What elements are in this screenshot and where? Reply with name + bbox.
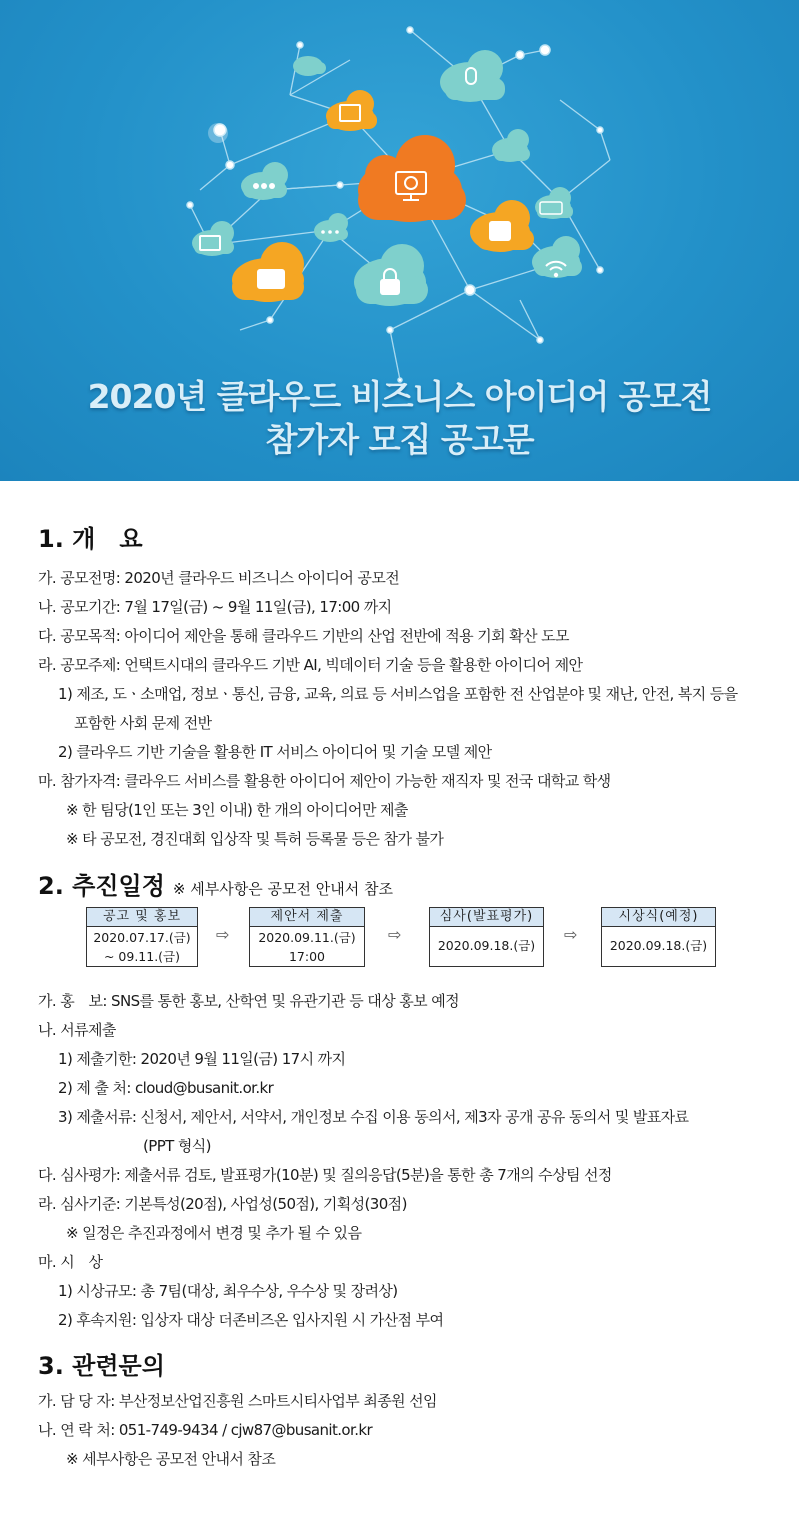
awards: 마. 시 상: [38, 1253, 103, 1271]
schedule-step-review: [429, 907, 544, 967]
overview-topic: 라. 공모주제: 언택트시대의 클라우드 기반 AI, 빅데이터 기술 등을 활용한 아이디어 제안: [38, 656, 583, 674]
announcement-body: [38, 522, 783, 1474]
section1-heading: 1. 개 요: [38, 525, 143, 553]
promotion: 가. 홍 보: SNS를 통한 홍보, 산학연 및 유관기관 등 대상 홍보 예정: [38, 992, 459, 1010]
schedule-step-date-end: ~ 09.11.(금): [103, 949, 181, 964]
contact-note: ※ 세부사항은 공모전 안내서 참조: [66, 1450, 276, 1468]
mouse-cloud-icon: [440, 50, 505, 102]
eligibility-note-1: ※ 한 팀당(1인 또는 3인 이내) 한 개의 아이디어만 제출: [66, 801, 408, 819]
section2-note: ※ 세부사항은 공모전 안내서 참조: [172, 880, 393, 898]
banner-title-line2: 참가자 모집 공고문: [265, 420, 534, 459]
schedule-step-date: 2020.09.18.(금): [609, 938, 708, 953]
topic-item-1: 1) 제조, 도ㆍ소매업, 정보ㆍ통신, 금융, 교육, 의료 등 서비스업을 포함한 전 산업분야 및 재난, 안전, 복지 등을: [58, 685, 738, 703]
schedule-flow: [38, 907, 783, 969]
section3-heading: 3. 관련문의: [38, 1352, 165, 1380]
server-cloud-icon: [326, 90, 377, 131]
document-submission: 나. 서류제출: [38, 1021, 116, 1039]
schedule-step-announce: [86, 907, 198, 967]
evaluation: 다. 심사평가: 제출서류 검토, 발표평가(10분) 및 질의응답(5분)을 통한 총 7개의 수상팀 선정: [38, 1166, 612, 1184]
overview-contest-name: 가. 공모전명: 2020년 클라우드 비즈니스 아이디어 공모전: [38, 569, 400, 587]
network-cloud-icon: [492, 129, 530, 162]
schedule-step-award: [601, 907, 716, 967]
people-cloud-icon: [241, 162, 288, 200]
submission-documents-cont: (PPT 형식): [143, 1137, 211, 1155]
overview-purpose: 다. 공모목적: 아이디어 제안을 통해 클라우드 기반의 산업 전반에 적용 기회 확산 도모: [38, 627, 569, 645]
section2-title: 2. 추진일정: [38, 872, 165, 900]
schedule-step-date: 2020.09.18.(금): [437, 938, 536, 953]
overview-period: 나. 공모기간: 7월 17일(금) ~ 9월 11일(금), 17:00 까지: [38, 598, 392, 616]
schedule-step-date: 2020.07.17.(금): [93, 930, 191, 945]
schedule-step-time: 17:00: [288, 949, 326, 964]
topic-item-1-cont: 포함한 사회 문제 전반: [74, 714, 212, 732]
schedule-step-title: 제안서 제출: [250, 908, 364, 927]
chat-cloud-icon: [314, 213, 348, 242]
header-banner: [0, 0, 799, 481]
submission-documents: 3) 제출서류: 신청서, 제안서, 서약서, 개인정보 수집 이용 동의서, 제3자 공개 공유 동의서 및 발표자료: [58, 1108, 689, 1126]
submission-address: 2) 제 출 처: cloud@busanit.or.kr: [58, 1079, 274, 1097]
overview-eligibility: 마. 참가자격: 클라우드 서비스를 활용한 아이디어 제안이 가능한 재직자 및 전국 대학교 학생: [38, 772, 611, 790]
contact-person: 가. 담 당 자: 부산정보산업진흥원 스마트시티사업부 최종원 선임: [38, 1392, 437, 1410]
submission-deadline: 1) 제출기한: 2020년 9월 11일(금) 17시 까지: [58, 1050, 346, 1068]
schedule-step-date: 2020.09.11.(금): [258, 930, 356, 945]
arrow-right-icon: ⇨: [216, 925, 230, 944]
arrow-right-icon: ⇨: [564, 925, 578, 944]
arrow-right-icon: ⇨: [388, 925, 402, 944]
schedule-step-title: 시상식(예정): [602, 908, 715, 927]
awards-followup: 2) 후속지원: 입상자 대상 더존비즈온 입사지원 시 가산점 부여: [58, 1311, 444, 1329]
contact-info: 나. 연 락 처: 051-749-9434 / cjw87@busanit.or.kr: [38, 1421, 373, 1439]
awards-scale: 1) 시상규모: 총 7팀(대상, 최우수상, 우수상 및 장려상): [58, 1282, 398, 1300]
schedule-step-title: 심사(발표평가): [430, 908, 543, 927]
banner-title-line1: 2020년 클라우드 비즈니스 아이디어 공모전: [87, 377, 712, 416]
topic-item-2: 2) 클라우드 기반 기술을 활용한 IT 서비스 아이디어 및 기술 모델 제안: [58, 743, 492, 761]
section2-heading: [38, 869, 783, 903]
eligibility-note-2: ※ 타 공모전, 경진대회 입상작 및 특허 등록물 등은 참가 불가: [66, 830, 444, 848]
lock-cloud-icon: [354, 244, 428, 306]
wifi-cloud-icon: [532, 236, 582, 278]
schedule-step-title: 공고 및 홍보: [87, 908, 197, 927]
schedule-step-submit: [249, 907, 365, 967]
monitor-globe-cloud-icon: [358, 135, 466, 222]
evaluation-criteria: 라. 심사기준: 기본특성(20점), 사업성(50점), 기획성(30점): [38, 1195, 407, 1213]
schedule-change-note: ※ 일정은 추진과정에서 변경 및 추가 될 수 있음: [66, 1224, 362, 1242]
